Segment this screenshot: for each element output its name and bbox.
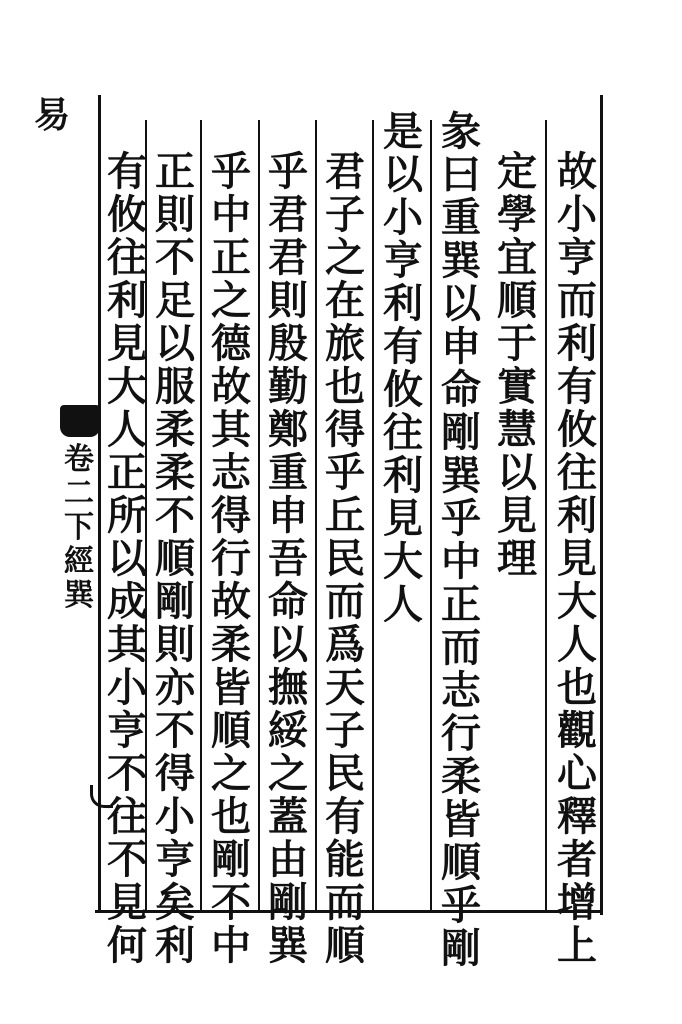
- margin-title-glyph: 易: [34, 94, 71, 136]
- text-char: 乎: [268, 148, 308, 195]
- text-char: 爲: [325, 621, 365, 668]
- text-char: 重: [441, 194, 481, 241]
- text-char: 乎: [325, 449, 365, 496]
- text-char: 巽: [441, 452, 481, 499]
- text-char: 見: [383, 495, 423, 542]
- text-char: 旅: [325, 320, 365, 367]
- text-char: 亦: [155, 664, 195, 711]
- text-char: 見: [497, 492, 537, 539]
- text-char: 命: [268, 578, 308, 625]
- text-char: 故: [211, 363, 251, 410]
- text-char: 曰: [441, 151, 481, 198]
- text-char: 民: [325, 535, 365, 582]
- text-char: 何: [107, 922, 147, 969]
- text-char: 人: [107, 406, 147, 453]
- text-char: 人: [383, 581, 423, 628]
- text-char: 利: [557, 492, 597, 539]
- text-char: 順: [325, 922, 365, 969]
- text-char: 宜: [497, 234, 537, 281]
- text-char: 也: [557, 664, 597, 711]
- column-rule: [430, 120, 432, 910]
- text-char: 者: [557, 836, 597, 883]
- text-char: 勤: [268, 363, 308, 410]
- text-char: 也: [211, 793, 251, 840]
- text-char: 小: [107, 664, 147, 711]
- text-char: 也: [325, 363, 365, 410]
- text-char: 上: [557, 922, 597, 969]
- text-char: 之: [325, 234, 365, 281]
- text-char: 皆: [211, 664, 251, 711]
- text-char: 而: [441, 624, 481, 671]
- text-char: 人: [557, 621, 597, 668]
- text-char: 理: [497, 535, 537, 582]
- text-char: 中: [211, 191, 251, 238]
- text-char: 亨: [155, 836, 195, 883]
- text-char: 申: [441, 323, 481, 370]
- text-char: 吾: [268, 535, 308, 582]
- text-char: 是: [383, 108, 423, 155]
- text-char: 慧: [497, 406, 537, 453]
- text-column-7: [204, 150, 258, 967]
- text-char: 子: [325, 707, 365, 754]
- text-column-4: [376, 110, 430, 626]
- text-char: 則: [155, 621, 195, 668]
- text-char: 重: [268, 449, 308, 496]
- text-char: 所: [107, 492, 147, 539]
- text-char: 中: [441, 538, 481, 585]
- text-char: 命: [441, 366, 481, 413]
- text-char: 志: [211, 449, 251, 496]
- text-char: 之: [211, 750, 251, 797]
- text-char: 利: [107, 277, 147, 324]
- page-margin-column: [30, 95, 100, 825]
- margin-char: 卷: [64, 442, 94, 477]
- margin-char: 二: [64, 476, 94, 511]
- text-char: 而: [557, 277, 597, 324]
- text-char: 綏: [268, 707, 308, 754]
- text-char: 能: [325, 836, 365, 883]
- column-rule: [315, 120, 317, 910]
- text-char: 觀: [557, 707, 597, 754]
- text-char: 亨: [107, 707, 147, 754]
- text-char: 順: [155, 535, 195, 582]
- text-char: 柔: [155, 449, 195, 496]
- text-char: 服: [155, 363, 195, 410]
- text-char: 則: [155, 191, 195, 238]
- text-char: 則: [268, 277, 308, 324]
- text-char: 以: [155, 320, 195, 367]
- text-char: 而: [325, 578, 365, 625]
- text-char: 小: [383, 194, 423, 241]
- text-char: 志: [441, 667, 481, 714]
- text-char: 其: [211, 406, 251, 453]
- text-char: 不: [155, 492, 195, 539]
- text-char: 君: [325, 148, 365, 195]
- text-char: 彖: [441, 108, 481, 155]
- text-char: 小: [557, 191, 597, 238]
- text-char: 故: [211, 578, 251, 625]
- text-char: 正: [441, 581, 481, 628]
- margin-char: 經: [64, 544, 94, 579]
- text-char: 之: [211, 277, 251, 324]
- text-char: 有: [325, 793, 365, 840]
- text-char: 在: [325, 277, 365, 324]
- text-char: 正: [107, 449, 147, 496]
- margin-chapter-label: [58, 443, 100, 613]
- text-column-8: [148, 150, 202, 967]
- text-char: 往: [557, 449, 597, 496]
- text-char: 成: [107, 578, 147, 625]
- text-char: 以: [441, 280, 481, 327]
- text-char: 申: [268, 492, 308, 539]
- text-char: 以: [383, 151, 423, 198]
- text-char: 往: [107, 793, 147, 840]
- text-char: 大: [383, 538, 423, 585]
- text-char: 乎: [211, 148, 251, 195]
- text-char: 鄭: [268, 406, 308, 453]
- text-char: 有: [557, 363, 597, 410]
- text-char: 攸: [557, 406, 597, 453]
- text-char: 皆: [441, 796, 481, 843]
- text-column-5: [318, 150, 372, 967]
- text-char: 剛: [268, 879, 308, 926]
- text-char: 有: [383, 323, 423, 370]
- text-char: 殷: [268, 320, 308, 367]
- text-char: 故: [557, 148, 597, 195]
- text-column-9: [100, 150, 154, 967]
- margin-char: 下: [64, 510, 94, 545]
- text-char: 順: [497, 277, 537, 324]
- text-char: 釋: [557, 793, 597, 840]
- text-char: 亨: [557, 234, 597, 281]
- text-char: 見: [557, 535, 597, 582]
- text-char: 得: [155, 750, 195, 797]
- fish-tail-mark: [60, 405, 100, 437]
- text-char: 有: [107, 148, 147, 195]
- text-char: 利: [383, 452, 423, 499]
- margin-char: 巽: [64, 578, 94, 613]
- text-char: 往: [383, 409, 423, 456]
- text-column-3: [434, 110, 488, 970]
- text-char: 往: [107, 234, 147, 281]
- text-char: 柔: [155, 406, 195, 453]
- text-char: 利: [557, 320, 597, 367]
- text-char: 其: [107, 621, 147, 668]
- text-char: 之: [268, 750, 308, 797]
- text-char: 子: [325, 191, 365, 238]
- text-char: 乎: [441, 495, 481, 542]
- text-column-1: [550, 150, 604, 967]
- text-char: 中: [211, 922, 251, 969]
- text-char: 巽: [441, 237, 481, 284]
- text-char: 正: [155, 148, 195, 195]
- text-char: 亨: [383, 237, 423, 284]
- text-char: 于: [497, 320, 537, 367]
- column-rule: [372, 120, 374, 910]
- text-char: 大: [557, 578, 597, 625]
- text-column-6: [261, 150, 315, 967]
- text-char: 柔: [441, 753, 481, 800]
- text-char: 剛: [155, 578, 195, 625]
- text-char: 柔: [211, 621, 251, 668]
- text-char: 得: [211, 492, 251, 539]
- text-char: 足: [155, 277, 195, 324]
- column-rule: [545, 120, 547, 910]
- text-char: 不: [107, 750, 147, 797]
- text-char: 增: [557, 879, 597, 926]
- text-char: 攸: [383, 366, 423, 413]
- text-char: 實: [497, 363, 537, 410]
- text-char: 不: [211, 879, 251, 926]
- text-char: 見: [107, 879, 147, 926]
- text-char: 民: [325, 750, 365, 797]
- text-char: 行: [211, 535, 251, 582]
- text-char: 行: [441, 710, 481, 757]
- text-char: 攸: [107, 191, 147, 238]
- text-char: 剛: [441, 925, 481, 972]
- text-char: 君: [268, 191, 308, 238]
- text-char: 蓋: [268, 793, 308, 840]
- text-char: 剛: [211, 836, 251, 883]
- column-rule: [258, 120, 260, 910]
- text-char: 學: [497, 191, 537, 238]
- text-char: 德: [211, 320, 251, 367]
- text-char: 丘: [325, 492, 365, 539]
- text-char: 順: [441, 839, 481, 886]
- text-char: 心: [557, 750, 597, 797]
- text-column-2: [490, 150, 544, 580]
- text-char: 正: [211, 234, 251, 281]
- text-char: 小: [155, 793, 195, 840]
- text-char: 得: [325, 406, 365, 453]
- text-char: 巽: [268, 922, 308, 969]
- text-char: 剛: [441, 409, 481, 456]
- text-char: 撫: [268, 664, 308, 711]
- text-char: 由: [268, 836, 308, 883]
- text-char: 乎: [441, 882, 481, 929]
- text-char: 天: [325, 664, 365, 711]
- text-char: 以: [268, 621, 308, 668]
- text-char: 利: [155, 922, 195, 969]
- text-char: 以: [497, 449, 537, 496]
- text-char: 君: [268, 234, 308, 281]
- text-char: 利: [383, 280, 423, 327]
- text-char: 不: [155, 707, 195, 754]
- text-char: 矣: [155, 879, 195, 926]
- text-char: 大: [107, 363, 147, 410]
- text-char: 定: [497, 148, 537, 195]
- text-char: 不: [107, 836, 147, 883]
- text-char: 不: [155, 234, 195, 281]
- text-char: 順: [211, 707, 251, 754]
- text-char: 見: [107, 320, 147, 367]
- text-char: 而: [325, 879, 365, 926]
- text-char: 以: [107, 535, 147, 582]
